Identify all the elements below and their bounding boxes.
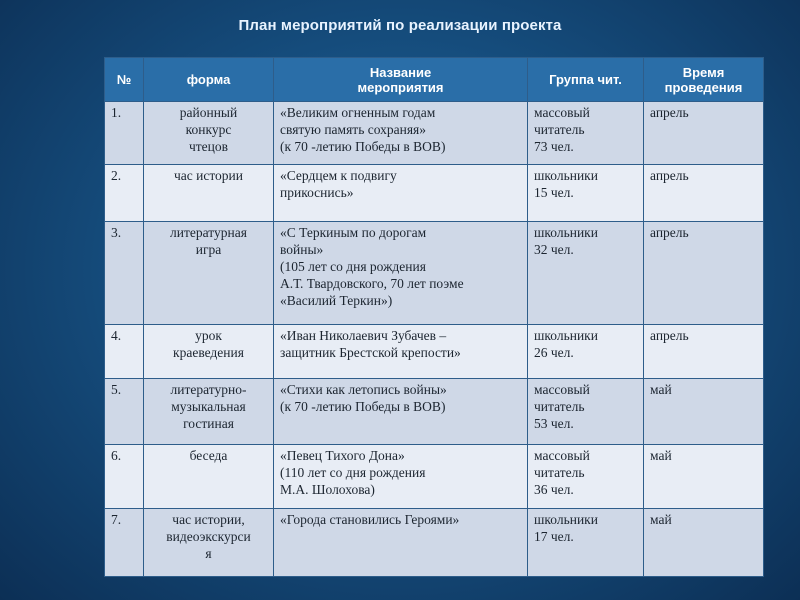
cell-form: литературная игра [144,222,274,325]
cell-form: районный конкурс чтецов [144,102,274,165]
cell-form: урок краеведения [144,324,274,378]
cell-reader-group: массовый читатель 36 чел. [528,444,644,509]
cell-time: май [644,444,764,509]
cell-event-name: «Города становились Героями» [274,509,528,577]
cell-form: час истории, видеоэкскурси я [144,509,274,577]
plan-table-container [104,57,763,577]
cell-time: апрель [644,102,764,165]
cell-number: 7. [105,509,144,577]
cell-time: май [644,378,764,444]
header-reader-group: Группа чит. [528,58,644,102]
cell-form: литературно- музыкальная гостиная [144,378,274,444]
slide-title: План мероприятий по реализации проекта [238,17,562,34]
cell-number: 2. [105,164,144,221]
cell-number: 1. [105,102,144,165]
cell-event-name: «Стихи как летопись войны» (к 70 -летию Победы в ВОВ) [274,378,528,444]
cell-form: час истории [144,164,274,221]
cell-reader-group: школьники 32 чел. [528,222,644,325]
cell-reader-group: школьники 26 чел. [528,324,644,378]
cell-event-name: «С Теркиным по дорогам войны» (105 лет со дня рождения А.Т. Твардовского, 70 лет поэме «Василий Теркин») [274,222,528,325]
header-number: № [105,58,144,102]
table-header-row [105,58,764,102]
header-event-name: Название мероприятия [274,58,528,102]
cell-number: 4. [105,324,144,378]
cell-reader-group: массовый читатель 73 чел. [528,102,644,165]
plan-table [104,57,764,577]
cell-time: апрель [644,164,764,221]
cell-number: 3. [105,222,144,325]
cell-event-name: «Великим огненным годам святую память сохраняя» (к 70 -летию Победы в ВОВ) [274,102,528,165]
table-row [105,102,764,165]
cell-form: беседа [144,444,274,509]
cell-time: апрель [644,222,764,325]
header-form: форма [144,58,274,102]
table-row [105,164,764,221]
cell-time: апрель [644,324,764,378]
cell-reader-group: массовый читатель 53 чел. [528,378,644,444]
table-row [105,222,764,325]
table-row [105,509,764,577]
cell-event-name: «Иван Николаевич Зубачев – защитник Брестской крепости» [274,324,528,378]
table-row [105,444,764,509]
cell-event-name: «Певец Тихого Дона» (110 лет со дня рождения М.А. Шолохова) [274,444,528,509]
cell-event-name: «Сердцем к подвигу прикоснись» [274,164,528,221]
header-time: Время проведения [644,58,764,102]
table-row [105,324,764,378]
table-row [105,378,764,444]
cell-number: 5. [105,378,144,444]
cell-reader-group: школьники 17 чел. [528,509,644,577]
cell-reader-group: школьники 15 чел. [528,164,644,221]
cell-time: май [644,509,764,577]
cell-number: 6. [105,444,144,509]
